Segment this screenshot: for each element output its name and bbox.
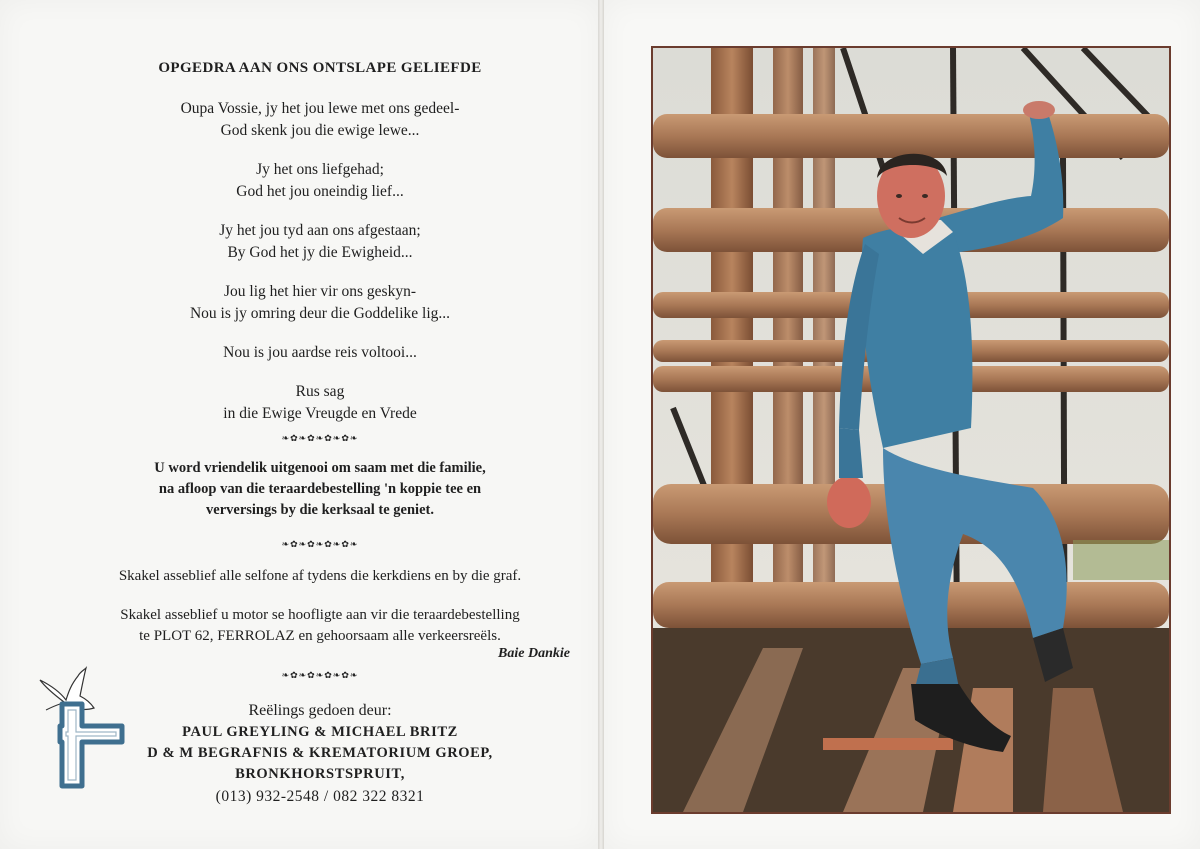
- notice-headlights: [40, 605, 600, 647]
- poem-line: Jy het ons liefgehad;: [256, 161, 384, 178]
- memorial-poem: [40, 98, 600, 442]
- poem-stanza: [40, 220, 600, 264]
- ornament-divider: ❧✿❧✿❧✿❧✿❧: [281, 540, 359, 550]
- company-name: D & M BEGRAFNIS & KREMATORIUM GROEP,: [147, 745, 493, 761]
- arrangements-block: [40, 700, 600, 809]
- notice-phones: [40, 566, 600, 587]
- poem-line: By God het jy die Ewigheid...: [227, 244, 413, 261]
- notice-line: Skakel asseblief alle selfone af tydens die kerkdiens en by die graf.: [118, 568, 522, 584]
- floor-boards: [653, 628, 1169, 812]
- notice-line: Skakel asseblief u motor se hoofligte aan vir die teraardebestelling: [120, 607, 520, 623]
- poem-stanza: [40, 159, 600, 203]
- ornament-divider: ❧✿❧✿❧✿❧✿❧: [281, 671, 359, 681]
- thanks-signature: Baie Dankie: [498, 646, 570, 661]
- poem-line: God het jou oneindig lief...: [236, 183, 404, 200]
- poem-line: in die Ewige Vreugde en Vrede: [223, 405, 417, 422]
- foliage: [1073, 540, 1169, 580]
- arrangements-by: Reëlings gedoen deur:: [248, 702, 392, 719]
- poem-stanza: [40, 98, 600, 142]
- company-town: BRONKHORSTSPRUIT,: [235, 766, 405, 782]
- arranger-names: PAUL GREYLING & MICHAEL BRITZ: [182, 724, 458, 740]
- memorial-photo: [651, 46, 1171, 814]
- poem-stanza: [40, 281, 600, 325]
- poem-line: Rus sag: [295, 383, 345, 400]
- invitation-line: verversings by die kerksaal te geniet.: [206, 502, 434, 518]
- poem-stanza: [40, 342, 600, 364]
- dedication-heading: OPGEDRA AAN ONS ONTSLAPE GELIEFDE: [158, 60, 482, 76]
- ornament-divider: ❧✿❧✿❧✿❧✿❧: [281, 434, 359, 444]
- poem-line: Nou is jou aardse reis voltooi...: [223, 344, 417, 361]
- notice-line: te PLOT 62, FERROLAZ en gehoorsaam alle verkeersreëls.: [139, 628, 501, 644]
- invitation-line: na afloop van die teraardebestelling 'n koppie tee en: [158, 481, 482, 497]
- invitation-text: [40, 458, 600, 521]
- poem-line: Nou is jy omring deur die Goddelike lig...: [189, 305, 451, 322]
- poem-stanza: [40, 381, 600, 425]
- invitation-line: U word vriendelik uitgenooi om saam met die familie,: [154, 460, 486, 476]
- poem-line: Jy het jou tyd aan ons afgestaan;: [219, 222, 421, 239]
- poem-line: Jou lig het hier vir ons geskyn-: [223, 283, 416, 300]
- contact-phones: (013) 932-2548 / 082 322 8321: [215, 788, 425, 805]
- poem-line: God skenk jou die ewige lewe...: [220, 122, 420, 139]
- poem-line: Oupa Vossie, jy het jou lewe met ons gedeel-: [180, 100, 460, 117]
